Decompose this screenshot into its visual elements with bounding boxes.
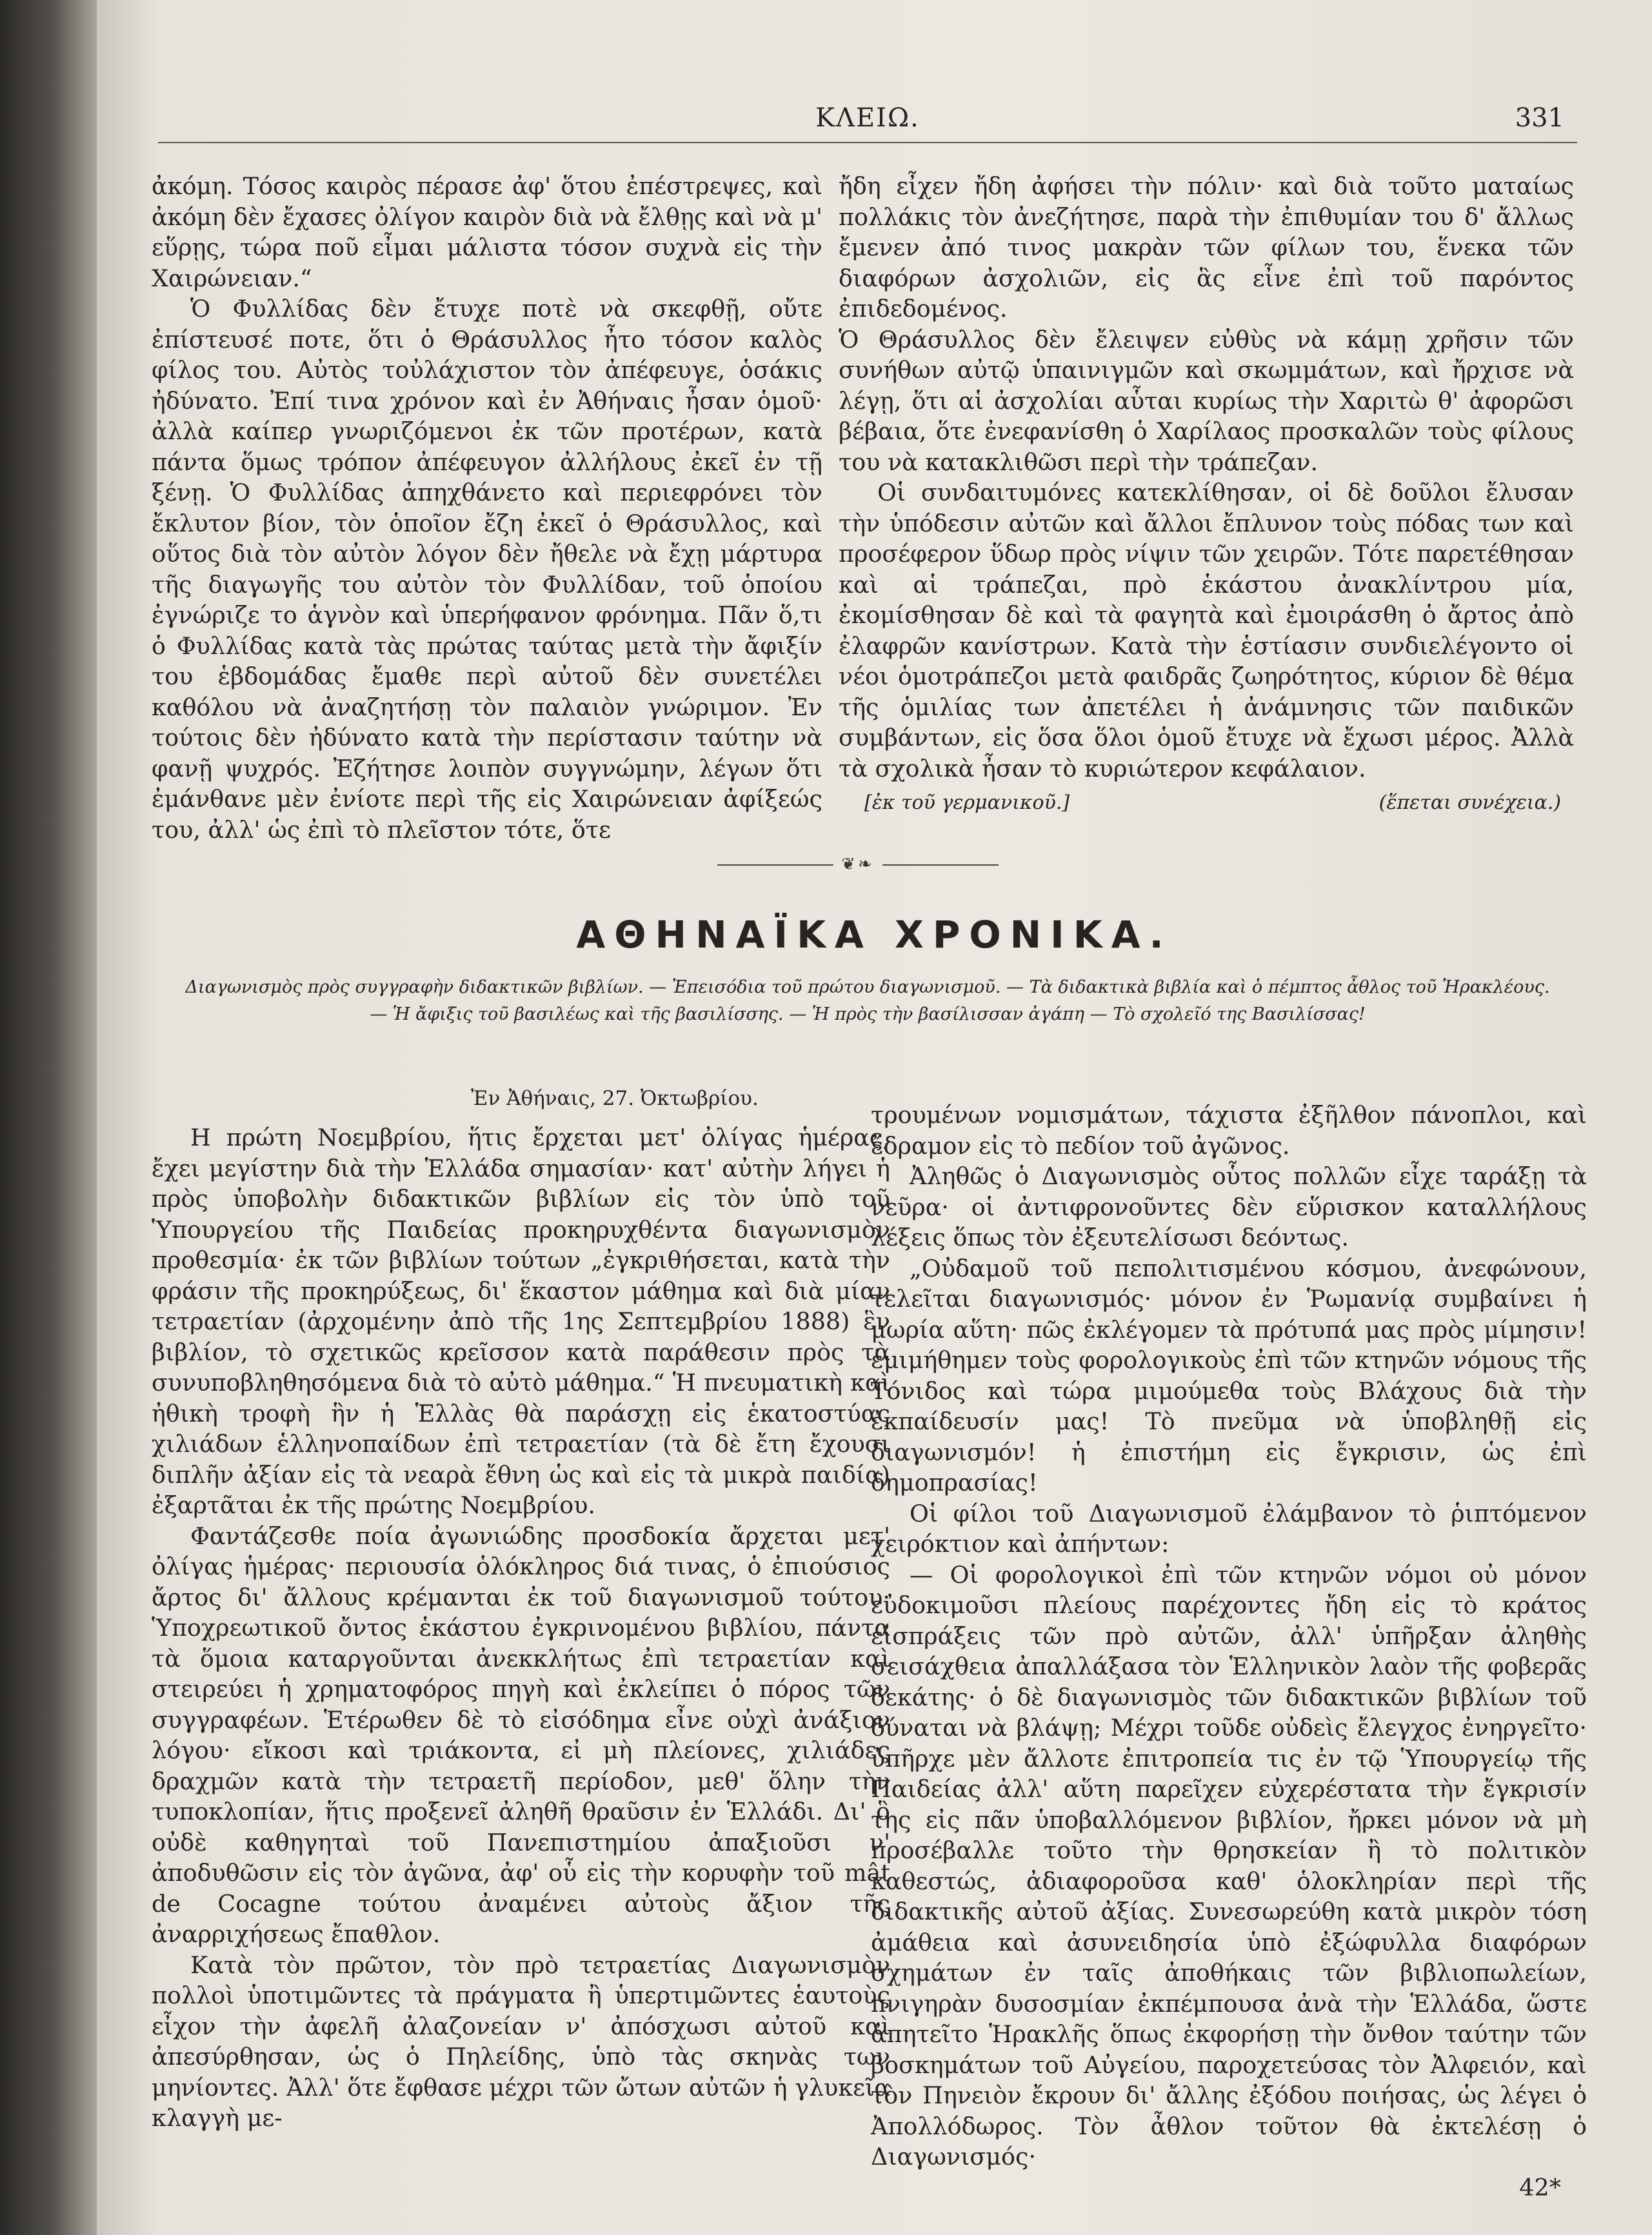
story-column-left bbox=[152, 171, 822, 845]
dateline: Ἐν Ἀθήναις, 27. Ὀκτωβρίου. bbox=[471, 1087, 759, 1110]
ornament-glyph: ❦❧ bbox=[841, 855, 875, 874]
paragraph: Η πρώτη Νοεμβρίου, ἥτις ἔρχεται μετ' ὀλίγας ἡμέρας, ἔχει μεγίστην διὰ τὴν Ἑλλάδα σημασίαν· κατ' αὐτὴν λήγει ἡ πρὸς ὑποβολὴν διδακτικῶν βιβλίων εἰς τὸν ὑπὸ τοῦ Ὑπουργείου τῆς Παιδείας προκηρυχθέντα διαγωνισμὸν προθεσμία· ἐκ τῶν βιβλίων τούτων „ἐγκριθήσεται, κατὰ τὴν φράσιν τῆς προκηρύξεως, δι' ἕκαστον μάθημα καὶ διὰ μίαν τετραετίαν (ἀρχομένην ἀπὸ τῆς 1ης Σεπτεμβρίου 1888) ἓν βιβλίον, τὸ σχετικῶς κρεῖσσον κατὰ παράθεσιν πρὸς τὰ συνυποβληθησόμενα διὰ τὸ αὐτὸ μάθημα.“ Ἡ πνευματικὴ καὶ ἠθικὴ τροφὴ ἣν ἡ Ἑλλὰς θὰ παράσχῃ εἰς ἑκατοστύας χιλιάδων ἑλληνοπαίδων ἐπὶ τετραετίαν (τὰ δὲ ἔτη ἔχουσι διπλῆν ἀξίαν εἰς τὰ νεαρὰ ἔθνη ὡς καὶ εἰς τὰ μικρὰ παιδία) ἐξαρτᾶται ἐκ τῆς πρώτης Νοεμβρίου. bbox=[152, 1124, 890, 1519]
signature-mark: 42* bbox=[1519, 2173, 1561, 2201]
book-gutter bbox=[0, 0, 97, 2235]
paragraph: — Οἱ φορολογικοὶ ἐπὶ τῶν κτηνῶν νόμοι οὐ μόνον εὐδοκιμοῦσι πλείους παρέχοντες ἤδη εἰς τὸ κράτος εἰσπράξεις τῶν πρὸ αὐτῶν, ἀλλ' ὑπῆρξαν ἀληθὴς σεισάχθεια ἀπαλλάξασα τὸν Ἑλληνικὸν λαὸν τῆς φοβερᾶς δεκάτης· ὁ δὲ διαγωνισμὸς τῶν διδακτικῶν βιβλίων τοῦ δύναται νὰ βλάψῃ; Μέχρι τοῦδε οὐδεὶς ἔλεγχος ἐνηργεῖτο· ὑπῆρχε μὲν ἄλλοτε ἐπιτροπεία τις ἐν τῷ Ὑπουργείῳ τῆς Παιδείας ἀλλ' αὕτη παρεῖχεν εὐχερέστατα τὴν ἔγκρισίν της εἰς πᾶν ὑποβαλλόμενον βιβλίον, ἤρκει μόνον νὰ μὴ προσέβαλλε τοῦτο τὴν θρησκείαν ἢ τὸ πολιτικὸν καθεστώς, ἀδιαφοροῦσα καθ' ὁλοκληρίαν περὶ τῆς διδακτικῆς αὐτοῦ ἀξίας. Συνεσωρεύθη κατὰ μικρὸν τόση ἀμάθεια καὶ ἀσυνειδησία ὑπὸ ἐξώφυλλα διαφόρων σχημάτων ἐν ταῖς ἀποθήκαις τῶν βιβλιοπωλείων, πνιγηρὰν δυσοσμίαν ἐκπέμπουσα ἀνὰ τὴν Ἑλλάδα, ὥστε ἀπητεῖτο Ἡρακλῆς ὅπως ἐκφορήσῃ τὴν ὄνθον ταύτην τῶν βοσκημάτων τοῦ Αὐγείου, παροχετεύσας τὸν Ἀλφειόν, καὶ τὸν Πηνειὸν ἔκρουν δι' ἄλλης ἐξόδου ποιήσας, ὡς λέγει ὁ Ἀπολλόδωρος. Τὸν ἆθλον τοῦτον θὰ ἐκτελέσῃ ὁ Διαγωνισμός· bbox=[871, 1560, 1587, 2170]
paragraph: Οἱ συνδαιτυμόνες κατεκλίθησαν, οἱ δὲ δοῦλοι ἔλυσαν τὴν ὑπόδεσιν αὐτῶν καὶ ἄλλοι ἔπλυνον τοὺς πόδας των καὶ προσέφερον ὕδωρ πρὸς νίψιν τῶν χειρῶν. Τότε παρετέθησαν καὶ αἱ τράπεζαι, πρὸ ἑκάστου ἀνακλίντρου μία, ἐκομίσθησαν δὲ καὶ τὰ φαγητὰ καὶ ἐμοιράσθη ὁ ἄρτος ἀπὸ ἐλαφρῶν κανίστρων. Κατὰ τὴν ἑστίασιν συνδιελέγοντο οἱ νέοι ὁμοτράπεζοι μετὰ φαιδρᾶς ζωηρότητος, κύριον δὲ θέμα τῆς ὁμιλίας των ἀπετέλει ἡ ἀνάμνησις τῶν παιδικῶν συμβάντων, εἰς ὅσα ὅλοι ὁμοῦ ἔτυχε νὰ ἔχωσι μέρος. Ἀλλὰ τὰ σχολικὰ ἦσαν τὸ κυριώτερον κεφάλαιον. bbox=[839, 479, 1574, 782]
paragraph: ἤδη εἶχεν ἤδη ἀφήσει τὴν πόλιν· καὶ διὰ τοῦτο ματαίως πολλάκις τὸν ἀνεζήτησε, παρὰ τὴν ἐπιθυμίαν του δ' ἄλλως ἔμενεν ἀπό τινος μακρὰν τῶν φίλων του, ἕνεκα τῶν διαφόρων ἀσχολιῶν, εἰς ἃς εἶνε ἐπὶ τοῦ παρόντος ἐπιδεδομένος. bbox=[839, 172, 1574, 323]
chronicle-column-left bbox=[152, 1122, 890, 2134]
journal-page bbox=[97, 0, 1652, 2235]
paragraph: Ὁ Θράσυλλος δὲν ἔλειψεν εὐθὺς νὰ κάμῃ χρῆσιν τῶν συνήθων αὐτῷ ὑπαινιγμῶν καὶ σκωμμάτων, καὶ ἤρχισε νὰ λέγῃ, ὅτι αἱ ἀσχολίαι αὗται κυρίως τὴν Χαριτὼ θ' ἀφορῶσι βέβαια, ὅτε ἐνεφανίσθη ὁ Χαρίλαος προσκαλῶν τοὺς φίλους του νὰ κατακλιθῶσι περὶ τὴν τράπεζαν. bbox=[839, 325, 1574, 476]
summary-line: — Ἡ ἄφιξις τοῦ βασιλέως καὶ τῆς βασιλίσσης. — Ἡ πρὸς τὴν βασίλισσαν ἀγάπη — Τὸ σχολεῖό της Βασιλίσσας! bbox=[370, 1004, 1366, 1024]
journal-title: ΚΛΕΙΩ. bbox=[815, 103, 920, 133]
paragraph: „Οὐδαμοῦ τοῦ πεπολιτισμένου κόσμου, ἀνεφώνουν, τελεῖται διαγωνισμός· μόνον ἐν Ῥωμανίᾳ συμβαίνει ἡ μωρία αὕτη· πῶς ἐκλέγομεν τὰ πρότυπά μας πρὸς μίμησιν! ἐμιμήθημεν τοὺς φορολογικοὺς ἐπὶ τῶν κτηνῶν νόμους τῆς Τόνιδος καὶ τώρα μιμούμεθα τοὺς Βλάχους διὰ τὴν ἐκπαίδευσίν μας! Τὸ πνεῦμα νὰ ὑποβληθῇ εἰς διαγωνισμόν! ἡ ἐπιστήμη εἰς ἔγκρισιν, ὡς ἐπὶ δημοπρασίας! bbox=[871, 1254, 1587, 1496]
section-divider-ornament bbox=[677, 855, 1039, 874]
paragraph: τρουμένων νομισμάτων, τάχιστα ἐξῆλθον πάνοπλοι, καὶ ἔδραμον εἰς τὸ πεδίον τοῦ ἀγῶνος. bbox=[871, 1101, 1587, 1160]
paragraph: Ὁ Φυλλίδας δὲν ἔτυχε ποτὲ νὰ σκεφθῇ, οὔτε ἐπίστευσέ ποτε, ὅτι ὁ Θράσυλλος ἦτο τόσον καλὸς φίλος του. Αὐτὸς τοὐλάχιστον τὸν ἀπέφευγε, ὁσάκις ἠδύνατο. Ἐπί τινα χρόνον καὶ ἐν Ἀθήναις ἦσαν ὁμοῦ· ἀλλὰ καίπερ γνωριζόμενοι ἐκ τῶν προτέρων, κατὰ πάντα ὅμως τρόπον ἀπέφευγον ἀλλήλους ἐκεῖ ἐν τῇ ξένῃ. Ὁ Φυλλίδας ἀπηχθάνετο καὶ περιεφρόνει τὸν ἔκλυτον βίον, τὸν ὁποῖον ἔζη ἐκεῖ ὁ Θράσυλλος, καὶ οὕτος διὰ τὸν αὐτὸν λόγον δὲν ἤθελε νὰ ἔχῃ μάρτυρα τῆς διαγωγῆς του αὐτὸν τὸν Φυλλίδαν, τοῦ ὁποίου ἐγνώριζε το ἁγνὸν καὶ ὑπερήφανον φρόνημα. Πᾶν ὅ,τι ὁ Φυλλίδας κατὰ τὰς πρώτας ταύτας μετὰ τὴν ἄφιξίν του ἑβδομάδας ἔμαθε περὶ αὐτοῦ δὲν συνετέλει καθόλου νὰ ἀναζητήσῃ τὸν παλαιὸν γνώριμον. Ἐν τούτοις δὲν ἠδύνατο κατὰ τὴν περίστασιν ταύτην νὰ φανῇ ψυχρός. Ἐζήτησε λοιπὸν συγγνώμην, λέγων ὅτι ἐμάνθανε μὲν ἐνίοτε περὶ τῆς εἰς Χαιρώνειαν ἀφίξεώς του, ἀλλ' ὡς ἐπὶ τὸ πλεῖστον τότε, ὅτε bbox=[152, 295, 822, 844]
source-notes bbox=[839, 788, 1574, 819]
summary-line: Διαγωνισμὸς πρὸς συγγραφὴν διδακτικῶν βιβλίων. — Ἐπεισόδια τοῦ πρώτου διαγωνισμοῦ. — Τὰ διδακτικὰ βιβλία καὶ ὁ πέμπτος ἆθλος τοῦ Ἡρακλέους. bbox=[185, 977, 1550, 997]
running-header bbox=[158, 97, 1577, 143]
section-title: ΑΘΗΝΑΪΚΑ ΧΡΟΝΙΚΑ. bbox=[576, 913, 1173, 957]
translation-source-note: [ἐκ τοῦ γερμανικοῦ.] bbox=[864, 791, 1070, 814]
paragraph: ἀκόμη. Τόσος καιρὸς πέρασε ἀφ' ὅτου ἐπέστρεψες, καὶ ἀκόμη δὲν ἔχασες ὀλίγον καιρὸν διὰ νὰ ἔλθῃς καὶ νὰ μ' εὕρῃς, τώρα ποῦ εἶμαι μάλιστα τόσον συχνὰ εἰς τὴν Χαιρώνειαν.“ bbox=[152, 172, 822, 292]
paragraph: Κατὰ τὸν πρῶτον, τὸν πρὸ τετραετίας Διαγωνισμὸν πολλοὶ ὑποτιμῶντες τὰ πράγματα ἢ ὑπερτιμῶντες ἑαυτοὺς εἶχον τὴν ἀφελῆ ἀλαζονείαν ν' ἀπόσχωσι αὐτοῦ καὶ ἀπεσύρθησαν, ὡς ὁ Πηλείδης, ὑπὸ τὰς σκηνὰς των μηνίοντες. Ἀλλ' ὅτε ἔφθασε μέχρι τῶν ὤτων αὐτῶν ἡ γλυκεῖα κλαγγὴ με- bbox=[152, 1951, 890, 2132]
continued-note: (ἕπεται συνέχεια.) bbox=[1378, 791, 1561, 814]
divider-line bbox=[882, 864, 999, 866]
paragraph: Φαντάζεσθε ποία ἀγωνιώδης προσδοκία ἄρχεται μετ' ὀλίγας ἡμέρας· περιουσία ὁλόκληρος διά τινας, ὁ ἐπιούσιος ἄρτος δι' ἄλλους κρέμανται ἐκ τοῦ διαγωνισμοῦ τούτου· Ὑποχρεωτικοῦ ὄντος ἑκάστου ἐγκρινομένου βιβλίου, πάντα τὰ ὅμοια καταργοῦνται ἀνεκκλήτως ἐπὶ τετραετίαν καὶ στειρεύει ἡ χρηματοφόρος πηγὴ καὶ ἐκλείπει ὁ πόρος τῶν συγγραφέων. Ἑτέρωθεν δὲ τὸ εἰσόδημα εἶνε οὐχὶ ἀνάξιον λόγου· εἴκοσι καὶ τριάκοντα, εἰ μὴ πλείονες, χιλιάδες δραχμῶν κατὰ τὴν τετραετῆ περίοδον, μεθ' ὅλην τὴν τυποκλοπίαν, ἥτις προξενεῖ ἀληθῆ θραῦσιν ἐν Ἑλλάδι. Δι' ὃ οὐδὲ καθηγηταὶ τοῦ Πανεπιστημίου ἀπαξιοῦσι ν' ἀποδυθῶσιν εἰς τὸν ἀγῶνα, ἀφ' οὗ εἰς τὴν κορυφὴν τοῦ mât de Cocagne τούτου ἀναμένει αὐτοὺς ἄξιον τῆς ἀναρριχήσεως ἔπαθλον. bbox=[152, 1522, 890, 1948]
story-column-right bbox=[839, 171, 1574, 819]
section-summary bbox=[158, 974, 1577, 1028]
chronicle-column-right bbox=[871, 1100, 1587, 2203]
page-number: 331 bbox=[1515, 103, 1564, 133]
divider-line bbox=[717, 864, 833, 866]
paragraph: Ἀληθῶς ὁ Διαγωνισμὸς οὗτος πολλῶν εἶχε ταράξῃ τὰ νεῦρα· οἱ ἀντιφρονοῦντες δὲν εὕρισκον καταλλήλους λέξεις ὅπως τὸν ἐξευτελίσωσι δεόντως. bbox=[871, 1162, 1587, 1251]
paragraph: Οἱ φίλοι τοῦ Διαγωνισμοῦ ἐλάμβανον τὸ ῥιπτόμενον χειρόκτιον καὶ ἀπήντων: bbox=[871, 1499, 1587, 1558]
